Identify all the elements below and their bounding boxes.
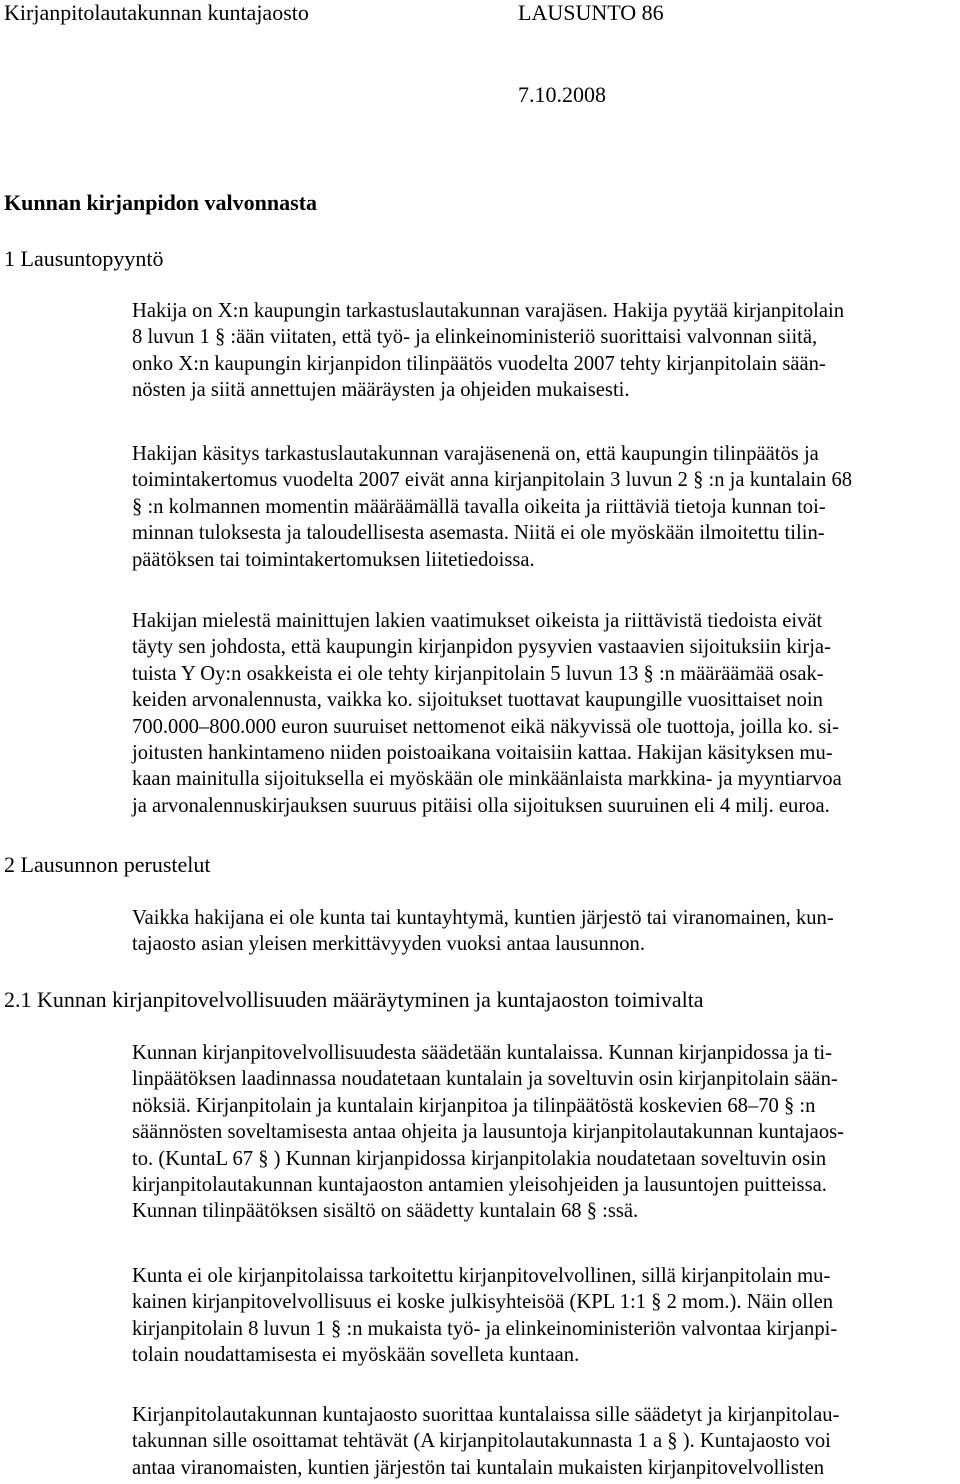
paragraph-line: onko X:n kaupungin kirjanpidon tilinpäätös vuodelta 2007 tehty kirjanpitolain sään- [132, 352, 826, 375]
paragraph [132, 1402, 839, 1481]
paragraph-line: nösten ja siitä annettujen määräysten ja ohjeiden mukaisesti. [132, 379, 630, 402]
section-heading-2: 2 Lausunnon perustelut [4, 852, 211, 877]
paragraph [132, 1263, 837, 1369]
paragraph-line: to. (KuntaL 67 § ) Kunnan kirjanpidossa kirjanpitolakia noudatetaan soveltuvin osin [132, 1147, 827, 1170]
document-title: Kunnan kirjanpidon valvonnasta [4, 190, 318, 215]
header-document-id: LAUSUNTO 86 [518, 0, 664, 25]
paragraph-line: täyty sen johdosta, että kaupungin kirjanpidon pysyvien vastaavien sijoituksiin kirja- [132, 636, 831, 659]
paragraph-line: Hakija on X:n kaupungin tarkastuslautakunnan varajäsen. Hakija pyytää kirjanpitolain [132, 300, 844, 322]
paragraph-line: keiden arvonalennusta, vaikka ko. sijoitukset tuottavat kaupungille vuosittaiset noin [132, 689, 823, 712]
paragraph-line: tajaosto asian yleisen merkittävyyden vuoksi antaa lausunnon. [132, 933, 646, 956]
paragraph-line: kaan mainitulla sijoituksella ei myöskään ole minkäänlaista markkina- ja myyntiarvoa [132, 768, 842, 791]
paragraph-line: Kirjanpitolautakunnan kuntajaosto suorittaa kuntalaissa sille säädetyt ja kirjanpitolau- [132, 1404, 840, 1426]
paragraph-line: Kunnan kirjanpitovelvollisuudesta säädetään kuntalaissa. Kunnan kirjanpidossa ja ti- [132, 1042, 833, 1064]
paragraph [132, 441, 852, 573]
paragraph [132, 1040, 844, 1225]
header-organization: Kirjanpitolautakunnan kuntajaosto [4, 0, 309, 25]
paragraph-line: Vaikka hakijana ei ole kunta tai kuntayhtymä, kuntien järjestö tai viranomainen, kun- [132, 907, 834, 929]
paragraph-line: § :n kolmannen momentin määräämällä tavalla oikeita ja riittäviä tietoja kunnan toi- [132, 495, 826, 518]
paragraph-line: kainen kirjanpitovelvollisuus ei koske julkisyhteisöä (KPL 1:1 § 2 mom.). Näin ollen [132, 1291, 834, 1314]
paragraph-line: Hakijan käsitys tarkastuslautakunnan varajäsenenä on, että kaupungin tilinpäätös ja [132, 443, 819, 465]
paragraph-line: 700.000–800.000 euron suuruiset nettomenot eikä näkyvissä ole tuottoja, joilla ko. si- [132, 715, 839, 738]
paragraph-line: Hakijan mielestä mainittujen lakien vaatimukset oikeista ja riittävistä tiedoista eivät [132, 610, 823, 632]
paragraph-line: ja arvonalennuskirjauksen suuruus pitäisi olla sijoituksen suuruinen eli 4 milj. euroa. [132, 794, 830, 817]
paragraph-line: Kunnan tilinpäätöksen sisältö on säädetty kuntalain 68 § :ssä. [132, 1200, 639, 1223]
paragraph-line: tolain noudattamisesta ei myöskään sovelleta kuntaan. [132, 1344, 580, 1367]
header-date: 7.10.2008 [518, 82, 606, 107]
paragraph-line: linpäätöksen laadinnassa noudatetaan kuntalain ja soveltuvin osin kirjanpitolain sään- [132, 1068, 838, 1091]
paragraph-line: Kunta ei ole kirjanpitolaissa tarkoitettu kirjanpitovelvollinen, sillä kirjanpitolain mu- [132, 1265, 831, 1287]
paragraph-line: kirjanpitolain 8 luvun 1 § :n mukaista työ- ja elinkeinoministeriön valvontaa kirjanpi- [132, 1317, 838, 1340]
paragraph-line: säännösten soveltamisesta antaa ohjeita ja lausuntoja kirjanpitolautakunnan kuntajaos- [132, 1121, 844, 1144]
paragraph-line: 8 luvun 1 § :ään viitaten, että työ- ja elinkeinoministeriö suorittaisi valvonnan siitä, [132, 326, 818, 349]
paragraph [132, 608, 842, 819]
paragraph-line: kirjanpitolautakunnan kuntajaoston antamien yleisohjeiden ja lausuntojen puitteissa. [132, 1174, 827, 1197]
section-heading-2-1: 2.1 Kunnan kirjanpitovelvollisuuden määräytyminen ja kuntajaoston toimivalta [4, 987, 704, 1012]
paragraph-line: antaa viranomaisten, kuntien järjestön tai kuntalain mukaisten kirjanpitovelvollisten [132, 1456, 825, 1479]
paragraph [132, 905, 834, 958]
paragraph-line: minnan tuloksesta ja taloudellisesta asemasta. Niitä ei ole myöskään ilmoitettu tilin- [132, 522, 825, 545]
paragraph-line: nöksiä. Kirjanpitolain ja kuntalain kirjanpitoa ja tilinpäätöstä koskevien 68–70 § :n [132, 1094, 816, 1117]
paragraph-line: päätöksen tai toimintakertomuksen liitetiedoissa. [132, 548, 535, 571]
paragraph-line: tuista Y Oy:n osakkeista ei ole tehty kirjanpitolain 5 luvun 13 § :n määräämää osak- [132, 662, 824, 685]
paragraph-line: joitusten hankintameno niiden poistoaikana voitaisiin kattaa. Hakijan käsityksen mu- [132, 742, 833, 765]
paragraph-line: takunnan sille osoittamat tehtävät (A kirjanpitolautakunnasta 1 a § ). Kuntajaosto voi [132, 1430, 831, 1453]
paragraph [132, 298, 844, 404]
section-heading-1: 1 Lausuntopyyntö [4, 246, 164, 271]
paragraph-line: toimintakertomus vuodelta 2007 eivät anna kirjanpitolain 3 luvun 2 § :n ja kuntalain 68 [132, 469, 853, 492]
